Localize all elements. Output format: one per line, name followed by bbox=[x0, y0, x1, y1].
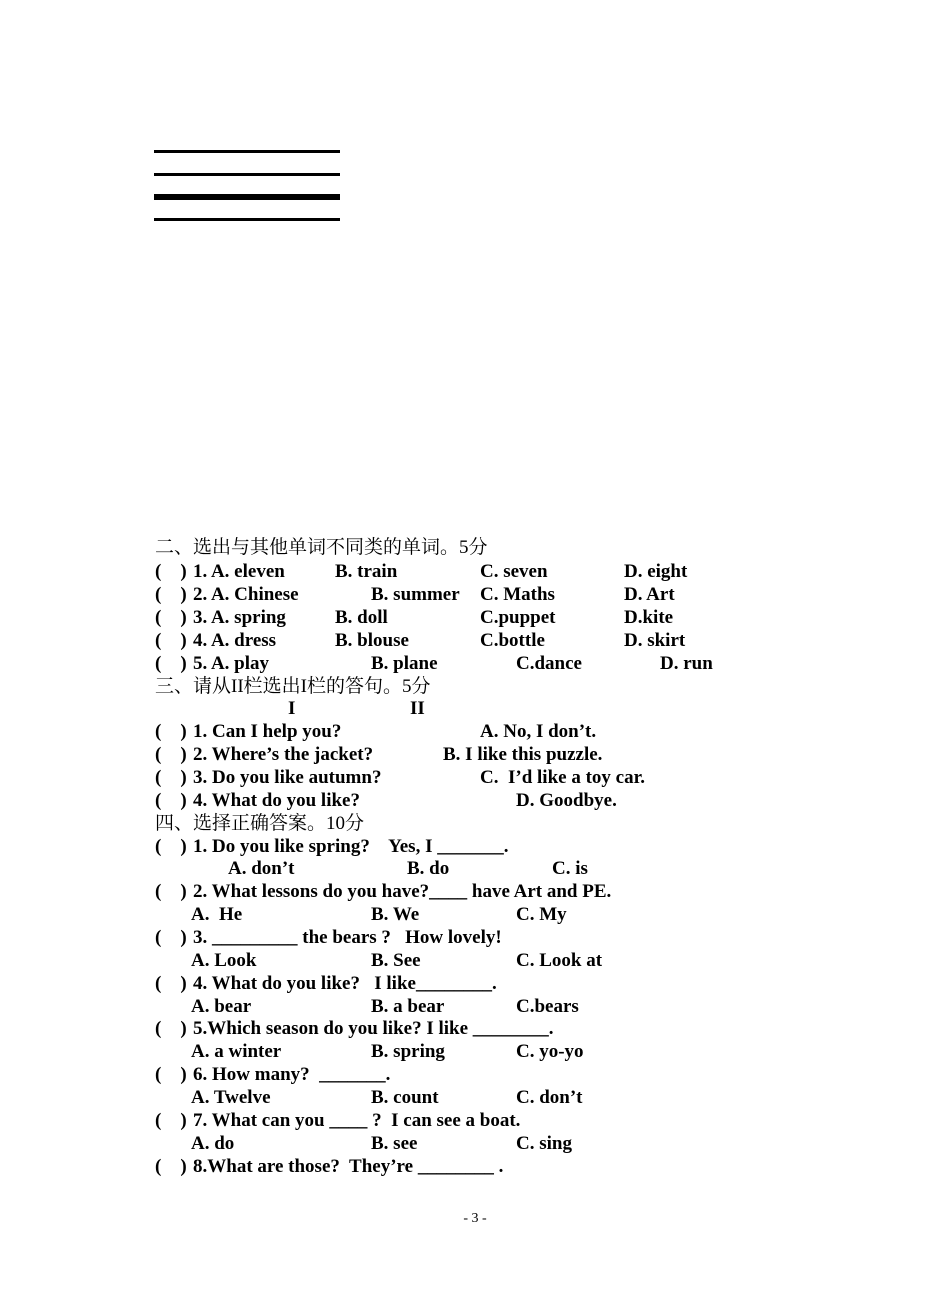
option-b: B. train bbox=[335, 561, 398, 582]
top-rule-4 bbox=[154, 218, 340, 221]
option-a: A. do bbox=[191, 1133, 235, 1154]
question-option-a: 1. A. eleven bbox=[193, 561, 285, 582]
option-d: D. Art bbox=[624, 584, 675, 605]
s2-row-4 bbox=[155, 629, 686, 652]
option-a: A. Twelve bbox=[191, 1087, 271, 1108]
question-text: 1. Can I help you? bbox=[193, 721, 342, 742]
question-option-a: 4. A. dress bbox=[193, 630, 277, 651]
question-text: 2. Where’s the jacket? bbox=[193, 744, 374, 765]
option-b: B. doll bbox=[335, 607, 388, 628]
s2-row-3 bbox=[155, 606, 674, 629]
s3-column-headers bbox=[155, 697, 425, 720]
option-c: C.dance bbox=[516, 653, 582, 674]
answer-bracket[interactable]: ( ) bbox=[155, 1110, 187, 1131]
answer-bracket[interactable]: ( ) bbox=[155, 1064, 187, 1085]
s3-row-3 bbox=[155, 766, 646, 789]
s2-row-1 bbox=[155, 560, 688, 583]
answer-bracket[interactable]: ( ) bbox=[155, 584, 187, 605]
option-c: C. seven bbox=[480, 561, 548, 582]
s4-question-5 bbox=[155, 1017, 554, 1040]
s4-options-3 bbox=[155, 949, 603, 972]
question-text: 7. What can you ____ ? I can see a boat. bbox=[193, 1110, 521, 1131]
answer-bracket[interactable]: ( ) bbox=[155, 653, 187, 674]
section4-heading: 四、选择正确答案。10分 bbox=[155, 813, 365, 834]
section3-heading: 三、请从II栏选出I栏的答句。5分 bbox=[155, 676, 431, 697]
s4-options-7 bbox=[155, 1132, 572, 1155]
answer-bracket[interactable]: ( ) bbox=[155, 767, 187, 788]
s4-question-4 bbox=[155, 972, 497, 995]
question-text: 6. How many? _______. bbox=[193, 1064, 391, 1085]
option-d: D. skirt bbox=[624, 630, 686, 651]
answer-option: B. I like this puzzle. bbox=[443, 744, 603, 765]
answer-option: D. Goodbye. bbox=[516, 790, 617, 811]
option-a: A. He bbox=[191, 904, 243, 925]
option-b: B. blouse bbox=[335, 630, 409, 651]
answer-bracket[interactable]: ( ) bbox=[155, 721, 187, 742]
option-c: C.puppet bbox=[480, 607, 556, 628]
s4-options-6 bbox=[155, 1086, 583, 1109]
question-text: 3. _________ the bears ? How lovely! bbox=[193, 927, 502, 948]
answer-bracket[interactable]: ( ) bbox=[155, 881, 187, 902]
section2-heading: 二、选出与其他单词不同类的单词。5分 bbox=[155, 537, 488, 558]
option-a: A. don’t bbox=[228, 858, 295, 879]
answer-bracket[interactable]: ( ) bbox=[155, 744, 187, 765]
option-b: B. We bbox=[371, 904, 420, 925]
answer-bracket[interactable]: ( ) bbox=[155, 1156, 187, 1177]
answer-bracket[interactable]: ( ) bbox=[155, 607, 187, 628]
option-c: C. yo-yo bbox=[516, 1041, 584, 1062]
question-text: 8.What are those? They’re ________ . bbox=[193, 1156, 504, 1177]
s4-options-4 bbox=[155, 995, 579, 1018]
question-text: 5.Which season do you like? I like ________. bbox=[193, 1018, 554, 1039]
option-d: D. eight bbox=[624, 561, 688, 582]
option-a: A. a winter bbox=[191, 1041, 282, 1062]
option-a: A. bear bbox=[191, 996, 252, 1017]
option-a: A. Look bbox=[191, 950, 257, 971]
option-b: B. a bear bbox=[371, 996, 445, 1017]
option-b: B. count bbox=[371, 1087, 439, 1108]
option-b: B. summer bbox=[371, 584, 460, 605]
question-text: 2. What lessons do you have?____ have Art and PE. bbox=[193, 881, 612, 902]
question-option-a: 3. A. spring bbox=[193, 607, 286, 628]
option-b: B. See bbox=[371, 950, 421, 971]
option-c: C.bears bbox=[516, 996, 579, 1017]
answer-bracket[interactable]: ( ) bbox=[155, 836, 187, 857]
option-c: C. Look at bbox=[516, 950, 603, 971]
option-c: C. is bbox=[552, 858, 588, 879]
column-i-label: I bbox=[288, 698, 296, 719]
top-rule-2 bbox=[154, 173, 340, 176]
s4-options-5 bbox=[155, 1040, 584, 1063]
option-b: B. spring bbox=[371, 1041, 445, 1062]
option-c: C. Maths bbox=[480, 584, 555, 605]
s4-question-1 bbox=[155, 835, 509, 858]
s2-row-2 bbox=[155, 583, 675, 606]
s4-options-2 bbox=[155, 903, 567, 926]
page-number: - 3 - bbox=[463, 1211, 487, 1226]
s4-question-3 bbox=[155, 926, 502, 949]
question-option-a: 5. A. play bbox=[193, 653, 270, 674]
question-text: 3. Do you like autumn? bbox=[193, 767, 382, 788]
s4-options-1 bbox=[155, 857, 588, 880]
s4-question-6 bbox=[155, 1063, 391, 1086]
answer-bracket[interactable]: ( ) bbox=[155, 790, 187, 811]
s3-row-4 bbox=[155, 789, 617, 812]
option-b: B. do bbox=[407, 858, 450, 879]
s3-row-2 bbox=[155, 743, 603, 766]
answer-bracket[interactable]: ( ) bbox=[155, 973, 187, 994]
question-option-a: 2. A. Chinese bbox=[193, 584, 299, 605]
top-rule-1 bbox=[154, 150, 340, 153]
question-text: 1. Do you like spring? Yes, I _______. bbox=[193, 836, 509, 857]
option-b: B. plane bbox=[371, 653, 438, 674]
answer-bracket[interactable]: ( ) bbox=[155, 561, 187, 582]
s4-question-7 bbox=[155, 1109, 521, 1132]
answer-bracket[interactable]: ( ) bbox=[155, 927, 187, 948]
question-text: 4. What do you like? I like________. bbox=[193, 973, 497, 994]
option-c: C. sing bbox=[516, 1133, 572, 1154]
s4-question-8 bbox=[155, 1155, 504, 1178]
answer-bracket[interactable]: ( ) bbox=[155, 1018, 187, 1039]
option-b: B. see bbox=[371, 1133, 418, 1154]
option-c: C. My bbox=[516, 904, 567, 925]
question-text: 4. What do you like? bbox=[193, 790, 360, 811]
top-rule-3 bbox=[154, 194, 340, 200]
answer-option: A. No, I don’t. bbox=[480, 721, 597, 742]
column-ii-label: II bbox=[410, 698, 425, 719]
option-c: C.bottle bbox=[480, 630, 545, 651]
s4-question-2 bbox=[155, 880, 612, 903]
option-d: D.kite bbox=[624, 607, 674, 628]
answer-bracket[interactable]: ( ) bbox=[155, 630, 187, 651]
option-c: C. don’t bbox=[516, 1087, 583, 1108]
answer-option: C. I’d like a toy car. bbox=[480, 767, 646, 788]
option-d: D. run bbox=[660, 653, 713, 674]
s3-row-1 bbox=[155, 720, 597, 743]
s2-row-5 bbox=[155, 652, 713, 675]
